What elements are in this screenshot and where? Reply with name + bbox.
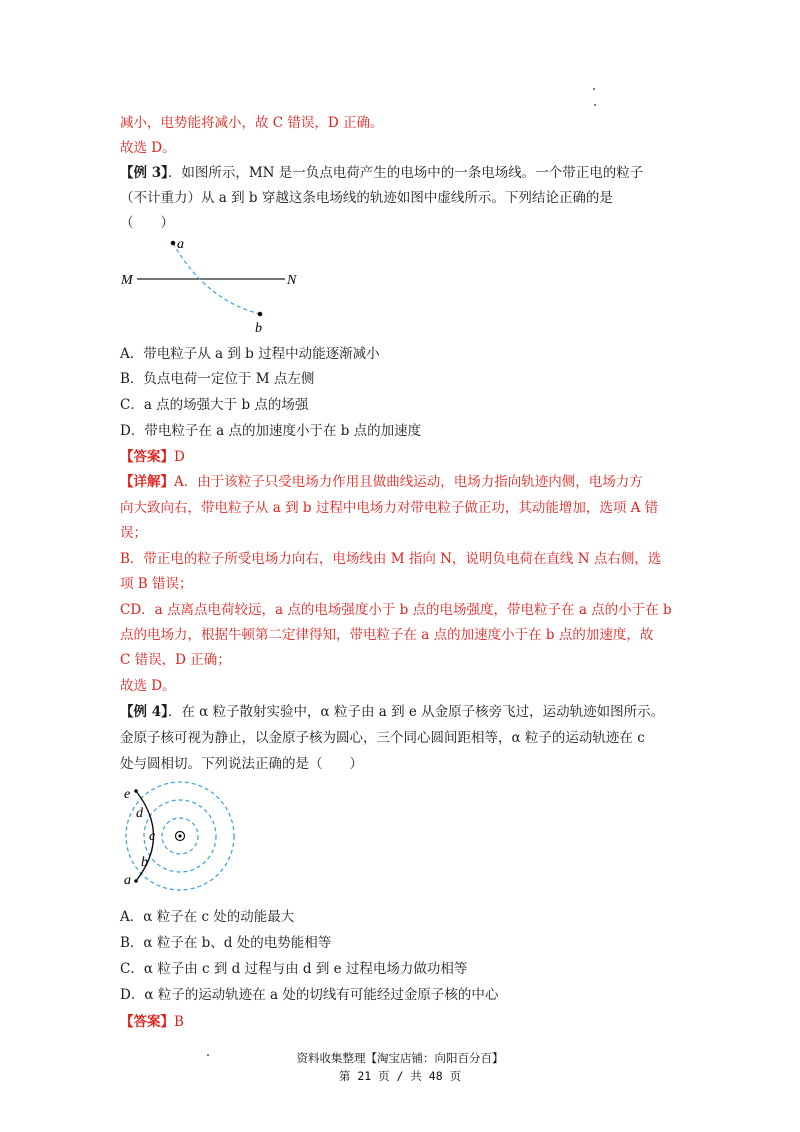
- explain-text-1: A．由于该粒子只受电场力作用且做曲线运动，电场力指向轨迹内侧，电场力方: [174, 474, 643, 490]
- example3-stem-3: （ ）: [120, 215, 174, 231]
- label-b4: b: [141, 855, 148, 870]
- label-c: c: [149, 829, 156, 844]
- example4-stem-2: 金原子核可视为静止，以金原子核为圆心，三个同心圆间距相等，α 粒子的运动轨迹在 c: [120, 730, 645, 746]
- example4-stem-text-1: ．在 α 粒子散射实验中，α 粒子由 a 到 e 从金原子核旁飞过，运动轨迹如图所示。: [167, 704, 665, 720]
- answer-value-4: B: [174, 1014, 184, 1030]
- example4-option-b: B．α 粒子在 b、d 处的电势能相等: [120, 935, 332, 951]
- label-b: b: [255, 321, 262, 336]
- example3-explain-6: CD．a 点离点电荷较远，a 点的电场强度小于 b 点的电场强度，带电粒子在 a 点的小于在 b: [120, 602, 672, 618]
- example3-explain-1: [120, 470, 682, 494]
- example4-stem-1: [120, 700, 682, 724]
- footer-source: 资料收集整理【淘宝店铺：向阳百分百】: [296, 1051, 504, 1065]
- example3-option-a: A．带电粒子从 a 到 b 过程中动能逐渐减小: [120, 346, 380, 362]
- answer-tag: 【答案】: [120, 449, 174, 465]
- example3-explain-4: B．带正电的粒子所受电场力向右，电场线由 M 指向 N，说明负电荷在直线 N 点右侧，选: [120, 551, 662, 567]
- label-n: N: [287, 273, 297, 288]
- label-e: e: [124, 787, 131, 802]
- example3-answer: [120, 445, 682, 469]
- point-a4: [134, 879, 138, 883]
- example3-option-d: D．带电粒子在 a 点的加速度小于在 b 点的加速度: [120, 423, 422, 439]
- label-a4: a: [124, 873, 131, 888]
- example3-explain-8: C 错误，D 正确；: [120, 652, 231, 668]
- label-d: d: [136, 806, 143, 821]
- label-m: M: [121, 273, 133, 288]
- continuation-line-2: 故选 D。: [120, 140, 176, 156]
- example3-stem-text-1: ．如图所示，MN 是一负点电荷产生的电场中的一条电场线。一个带正电的粒子: [167, 165, 644, 181]
- gold-nucleus-dot: [178, 834, 181, 837]
- answer-tag-4: 【答案】: [120, 1014, 174, 1030]
- answer-value: D: [174, 449, 185, 465]
- example3-stem-1: [120, 161, 682, 185]
- example3-option-b: B．负点电荷一定位于 M 点左侧: [120, 371, 315, 387]
- footer-page-number: 第 21 页 / 共 48 页: [338, 1069, 462, 1083]
- example4-answer: [120, 1010, 682, 1034]
- example3-explain-5: 项 B 错误；: [120, 576, 193, 592]
- point-b: [258, 312, 263, 317]
- label-a: a: [177, 237, 184, 252]
- stray-dot-2: [594, 104, 596, 106]
- example3-explain-3: 误；: [120, 525, 147, 541]
- continuation-line-1: 减小，电势能将减小，故 C 错误，D 正确。: [120, 115, 384, 131]
- example3-option-c: C．a 点的场强大于 b 点的场强: [120, 397, 309, 413]
- example3-tag: 【例 3】: [120, 165, 168, 181]
- example4-option-d: D．α 粒子的运动轨迹在 a 处的切线有可能经过金原子核的中心: [120, 987, 499, 1003]
- example3-explain-9: 故选 D。: [120, 678, 176, 694]
- example4-figure: [115, 780, 250, 892]
- explain-tag: 【详解】: [120, 474, 174, 490]
- stray-dot-1: [593, 88, 595, 90]
- example3-figure: [115, 232, 315, 337]
- point-e: [134, 789, 138, 793]
- example4-tag: 【例 4】: [120, 704, 168, 720]
- example4-option-c: C．α 粒子由 c 到 d 过程与由 d 到 e 过程电场力做功相等: [120, 961, 468, 977]
- example3-stem-2: （不计重力）从 a 到 b 穿越这条电场线的轨迹如图中虚线所示。下列结论正确的是: [120, 190, 613, 206]
- example3-explain-2: 向大致向右，带电粒子从 a 到 b 过程中电场力对带电粒子做正功，其动能增加，选项 A 错: [120, 500, 659, 516]
- example4-stem-3: 处与圆相切。下列说法正确的是（ ）: [120, 756, 363, 772]
- example4-option-a: A．α 粒子在 c 处的动能最大: [120, 909, 295, 925]
- point-a: [171, 241, 176, 246]
- example3-explain-7: 点的电场力，根据牛顿第二定律得知，带电粒子在 a 点的加速度小于在 b 点的加速度，故: [120, 627, 654, 643]
